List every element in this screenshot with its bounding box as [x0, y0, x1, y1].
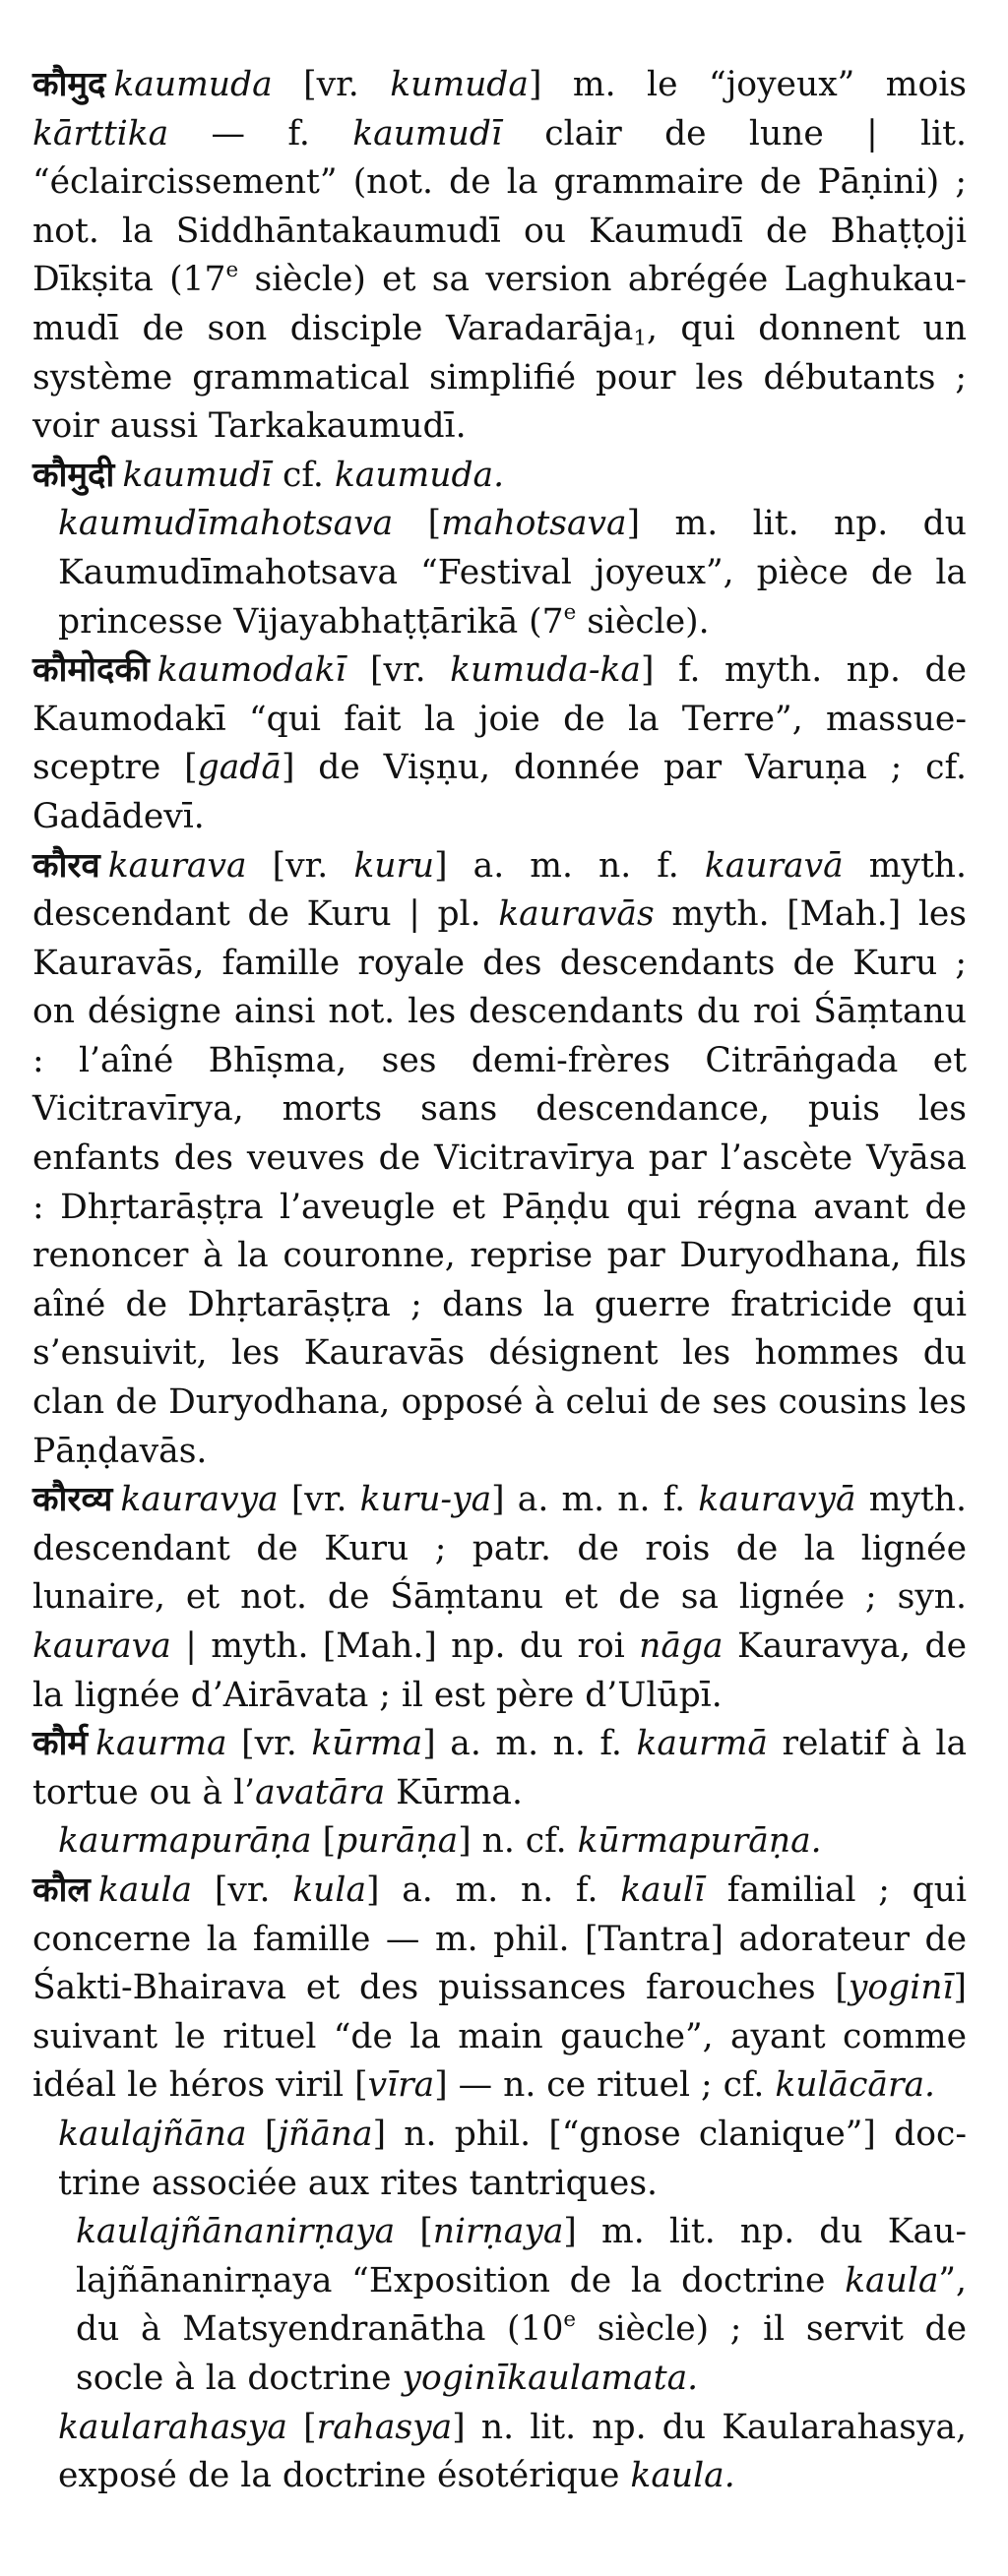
entry-kaumodaki [32, 646, 967, 841]
italic-term: kaumuda. [334, 455, 505, 495]
italic-term: avatāra [255, 1772, 386, 1812]
definition-text: [vr. [272, 65, 391, 104]
headword-devanagari: कौर्म [32, 1724, 89, 1764]
definition-text: [vr. [346, 650, 451, 691]
definition-text: ] suivant le rituel “de la main gauche”, ayant comme idéal le héros viril [ [32, 1968, 967, 2106]
italic-term: mahotsava [441, 504, 627, 544]
definition-text: [vr. [192, 1870, 293, 1910]
headword-transliteration: kaumudīmahotsava [58, 504, 394, 544]
italic-term: kula [292, 1870, 367, 1910]
italic-term: kūrma [311, 1724, 423, 1764]
headword-devanagari: कौमोदकी [32, 650, 150, 691]
definition-text: familial ; qui concerne la famille — m. phil. [Tantra] adorateur de Śakti-Bhairava et des puissances farouches [ [32, 1870, 967, 2008]
entry-kauravya [32, 1476, 967, 1720]
headword-transliteration: kaula [97, 1870, 193, 1910]
definition-text: cf. [272, 455, 335, 495]
definition-text: clair de lune | lit. “éclaircissement” (not. de la grammaire de Pāṇini) ; not. la Siddhāntakaumudī ou Kaumudī de Bhaṭṭoji Dīkṣita (17 [32, 113, 968, 300]
headword-transliteration: kaulajñāna [58, 2114, 247, 2154]
headword-transliteration: kaurmapurāṇa [58, 1821, 312, 1862]
definition-text: siècle). [576, 601, 710, 642]
entry-kaumudimahotsava [32, 500, 967, 646]
definition-text: Kūrma. [385, 1772, 523, 1812]
italic-term: jñāna [278, 2114, 373, 2154]
definition-text: Kauravya, de la lignée d’Airāvata ; il est père d’Ulūpī. [32, 1626, 968, 1715]
definition-text: ] m. le “joyeux” mois [528, 65, 967, 104]
italic-term: kauravās [498, 894, 655, 935]
italic-term: kuru-ya [359, 1480, 492, 1520]
headword-transliteration: kaumuda [113, 65, 273, 104]
headword-transliteration: kaurava [107, 845, 247, 886]
headword-transliteration: kaurma [95, 1724, 227, 1764]
entry-kaulajnana [32, 2111, 967, 2208]
definition-text: ] n. phil. [“gnose clanique”] doctrine associée aux rites tantriques. [58, 2114, 967, 2203]
definition-text: [ [246, 2114, 279, 2154]
entry-kaumuda [32, 61, 967, 452]
headword-transliteration: kaumudī [122, 455, 273, 495]
definition-text: [ [311, 1821, 337, 1862]
headword-transliteration: kaulajñānanirṇaya [76, 2212, 396, 2252]
definition-text: — f. [168, 113, 353, 153]
definition-text: [vr. [226, 1724, 312, 1764]
italic-term: kaula. [630, 2456, 735, 2496]
definition-text: [vr. [278, 1480, 360, 1520]
definition-text: 1 [633, 326, 647, 351]
definition-text: e [563, 599, 577, 625]
italic-term: kaurava [32, 1626, 171, 1666]
definition-text: ] m. lit. np. du Kaumudīmahotsava “Festival joyeux”, pièce de la princesse Vijayabhaṭṭārikā (7 [58, 504, 967, 642]
definition-text: relatif à la tortue ou à l’ [32, 1724, 968, 1812]
definition-text: ] n. cf. [458, 1821, 578, 1862]
definition-text: ] a. m. n. f. [366, 1870, 621, 1910]
definition-text: ”, du à Matsyendranātha (10 [76, 2260, 967, 2350]
definition-text: myth. descendant de Kuru ; patr. de rois de la lignée lunaire, et not. de Śāṃtanu et de sa lignée ; syn. [32, 1480, 967, 1618]
definition-text: , qui donnent un système grammatical simplifié pour les débutants ; voir aussi Tarkakaumudī. [32, 308, 967, 447]
entry-kaurma [32, 1720, 967, 1817]
entry-kaumudi [32, 452, 967, 501]
italic-term: kaulī [620, 1870, 705, 1910]
entry-kaularahasya [32, 2404, 967, 2501]
headword-devanagari: कौल [32, 1870, 91, 1910]
headword-devanagari: कौमुद [32, 65, 106, 104]
italic-term: rahasya [316, 2407, 453, 2447]
definition-text: ] — n. ce rituel ; cf. [434, 2065, 776, 2106]
definition-text: ] a. m. n. f. [434, 845, 705, 886]
definition-text: [vr. [246, 845, 354, 886]
definition-text: siècle) ; il servit de socle à la doctrine [76, 2309, 968, 2398]
italic-term: kauravā [704, 845, 844, 886]
italic-term: purāṇa [336, 1821, 459, 1862]
italic-term: gadā [197, 748, 282, 788]
headword-devanagari: कौरव [32, 845, 100, 886]
italic-term: kaula [845, 2260, 939, 2300]
definition-text: [ [393, 504, 442, 544]
italic-term: kulācāra. [775, 2065, 936, 2106]
italic-term: kārttika [32, 113, 169, 153]
definition-text: myth. descendant de Kuru | pl. [32, 845, 967, 935]
italic-term: kumuda [390, 65, 529, 104]
definition-text: ] n. lit. np. du Kaularahasya, exposé de la doctrine ésotérique [58, 2407, 967, 2496]
italic-term: kuru [353, 845, 435, 886]
headword-transliteration: kaumodakī [157, 650, 346, 691]
entry-kaurava [32, 842, 967, 1477]
italic-term: kaumudī [352, 113, 502, 153]
entry-kaula [32, 1867, 967, 2111]
italic-term: nirṇaya [432, 2212, 564, 2252]
italic-term: yoginīkaulamata. [402, 2358, 699, 2398]
entry-kaurmapurana [32, 1817, 967, 1867]
definition-text: myth. [Mah.] les Kauravās, famille royale des descendants de Kuru ; on désigne ainsi not. les descendants du roi Śāṃtanu : l’aîné Bhīṣma, ses demi-frères Citrāṅgada et Vicitravīrya, morts sans descendance, puis les enfants des veuves de Vicitravīrya par l’ascète Vyāsa : Dhṛtarāṣṭra l’aveugle et Pāṇḍu qui régna avant de renoncer à la couronne, reprise par Duryodhana, fils aîné de Dhṛtarāṣṭra ; dans la guerre fratricide qui s’ensuivit, les Kauravās désignent les hommes du clan de Duryodhana, opposé à celui de ses cousins les Pāṇḍavās. [32, 894, 967, 1471]
definition-text: ] f. myth. np. de Kaumodakī “qui fait la joie de la Terre”, massue-sceptre [ [32, 650, 967, 788]
definition-text: e [225, 258, 239, 283]
definition-text: [ [395, 2212, 433, 2252]
headword-transliteration: kauravya [120, 1480, 279, 1520]
italic-term: kūrmapurāṇa. [577, 1821, 822, 1862]
italic-term: kumuda-ka [450, 650, 641, 691]
italic-term: vīra [367, 2065, 435, 2106]
definition-text: e [563, 2307, 577, 2333]
definition-text: siècle) et sa version abrégée Laghukaumudī de son disciple Varadarāja [32, 260, 967, 348]
definition-text: ] m. lit. np. du Kaulajñānanirṇaya “Exposition de la doctrine [76, 2212, 967, 2300]
definition-text: ] a. m. n. f. [422, 1724, 637, 1764]
italic-term: kaurmā [636, 1724, 768, 1764]
headword-transliteration: kaularahasya [58, 2407, 287, 2447]
headword-devanagari: कौरव्य [32, 1480, 113, 1520]
headword-devanagari: कौमुदी [32, 455, 115, 495]
definition-text: | myth. [Mah.] np. du roi [170, 1626, 640, 1666]
italic-term: nāga [639, 1626, 724, 1666]
definition-text: ] a. m. n. f. [491, 1480, 699, 1520]
italic-term: yoginī [848, 1968, 954, 2008]
italic-term: kauravyā [698, 1480, 856, 1520]
entry-kaulajnananirnaya [32, 2208, 967, 2403]
definition-text: [ [286, 2407, 317, 2447]
definition-text: ] de Viṣṇu, donnée par Varuṇa ; cf. Gadādevī. [32, 748, 967, 836]
